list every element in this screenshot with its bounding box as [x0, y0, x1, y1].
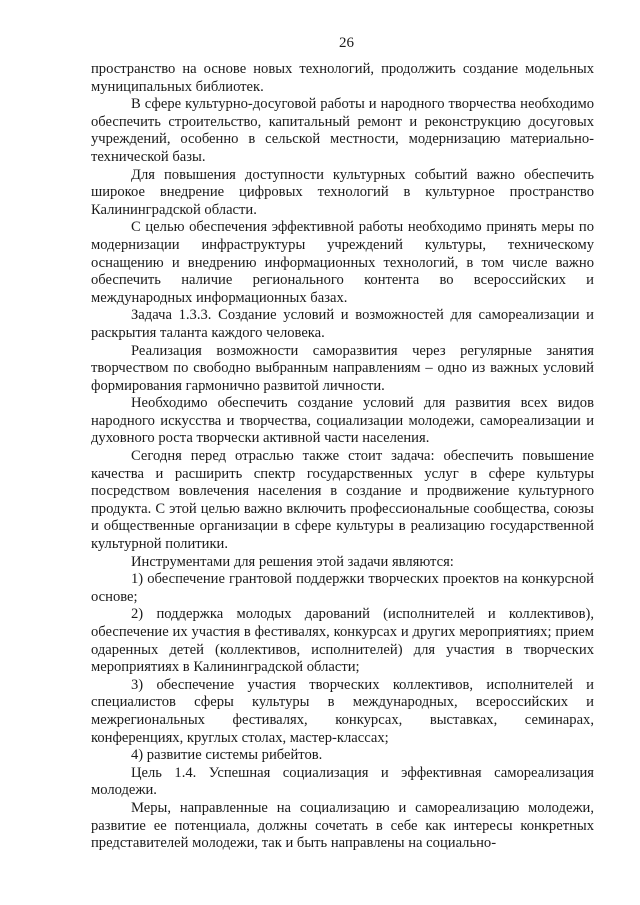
page-number: 26 [339, 35, 354, 51]
goal-heading: Цель 1.4. Успешная социализация и эффективная самореализация молодежи. [91, 764, 594, 799]
list-item: 1) обеспечение грантовой поддержки творческих проектов на конкурсной основе; [91, 571, 594, 605]
paragraph: В сфере культурно-досуговой работы и народного творчества необходимо обеспечить строительство, капитальный ремонт и реконструкцию досуговых учреждений, особенно в сельской местности, модернизацию материально-технической базы. [91, 96, 594, 165]
list-item: 2) поддержка молодых дарований (исполнителей и коллективов), обеспечение их участия в фестивалях, конкурсах и других мероприятиях; прием одаренных детей (коллективов, исполнителей) для участия в творческих мероприятиях в Калининградской области; [91, 606, 594, 676]
list-item: 4) развитие системы рибейтов. [131, 747, 323, 764]
paragraph: Для повышения доступности культурных событий важно обеспечить широкое внедрение цифровых технологий в культурное пространство Калининградской области. [91, 166, 594, 218]
list-item: 3) обеспечение участия творческих коллективов, исполнителей и специалистов сферы культуры в международных, всероссийских и межрегиональных фестивалях, конкурсах, выставках, семинарах, конференциях, круглых столах, мастер-классах; [91, 676, 594, 746]
paragraph: Необходимо обеспечить создание условий для развития всех видов народного искусства и творчества, социализации молодежи, самореализации и духовного роста творчески активной части населения. [91, 395, 594, 447]
paragraph: Реализация возможности саморазвития через регулярные занятия творчеством по свободно выбранным направлениям – одно из важных условий формирования гармонично развитой личности. [91, 342, 594, 394]
paragraph: С целью обеспечения эффективной работы необходимо принять меры по модернизации инфраструктуры учреждений культуры, техническому оснащению и внедрению информационных технологий, в том числе важно обеспечить наличие регионального контента во всероссийских и международных информационных базах. [91, 219, 594, 306]
paragraph: пространство на основе новых технологий, продолжить создание модельных муниципальных библиотек. [91, 61, 594, 95]
paragraph: Сегодня перед отраслью также стоит задача: обеспечить повышение качества и расширить спектр государственных услуг в сфере культуры посредством вовлечения населения в создание и продвижение культурного продукта. С этой целью важно включить профессиональные сообщества, союзы и общественные организации в сфере культуры в реализацию государственной культурной политики. [91, 448, 594, 553]
task-heading: Задача 1.3.3. Создание условий и возможностей для самореализации и раскрытия таланта каждого человека. [91, 307, 594, 341]
paragraph: Инструментами для решения этой задачи являются: [131, 553, 454, 570]
page-body [91, 61, 594, 853]
paragraph: Меры, направленные на социализацию и самореализацию молодежи, развитие ее потенциала, должны сочетать в себе как интересы конкретных представителей молодежи, так и быть направлены на социально- [91, 799, 594, 852]
